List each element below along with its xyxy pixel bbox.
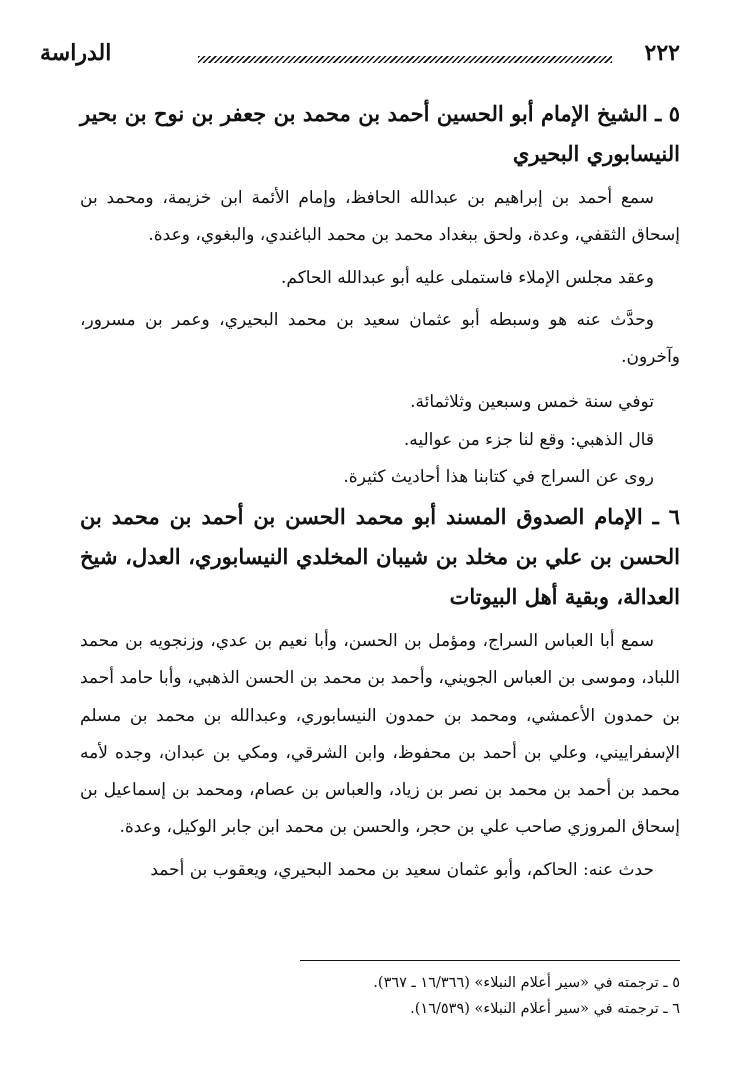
- page-number: ٢٢٢: [644, 40, 680, 66]
- entry-5-title: ٥ ـ الشيخ الإمام أبو الحسين أحمد بن محمد بن جعفر بن نوح بن بحير النيسابوري البحيري: [80, 101, 680, 166]
- entry-5-paragraph: وحدَّث عنه هو وسبطه أبو عثمان سعيد بن محمد البحيري، وعمر بن مسرور، وآخرون.: [80, 309, 680, 368]
- entry-5-book-note: روى عن السراج في كتابنا هذا أحاديث كثيرة.: [343, 467, 654, 488]
- footnote-divider: [300, 960, 680, 961]
- entry-5-paragraph: سمع أحمد بن إبراهيم بن عبدالله الحافظ، وإمام الأئمة ابن خزيمة، ومحمد بن إسحاق الثقفي، وعدة، ولحق ببغداد محمد بن محمد الباغندي، والبغوي، وعدة.: [80, 188, 680, 246]
- entry-5-dhahabi-note: قال الذهبي: وقع لنا جزء من عواليه.: [403, 429, 654, 450]
- entry-5-death-note: توفي سنة خمس وسبعين وثلاثمائة.: [410, 392, 654, 413]
- footnote-6: ٦ ـ ترجمته في «سير أعلام النبلاء» (١٦/٥٣٩).: [410, 1001, 680, 1017]
- running-title: الدراسة: [40, 40, 112, 66]
- entry-6-title: ٦ ـ الإمام الصدوق المسند أبو محمد الحسن بن أحمد بن محمد بن الحسن بن علي بن مخلد بن شيبان المخلدي النيسابوري، العدل، شيخ العدالة، وبقية أهل البيوتات: [80, 503, 680, 609]
- entry-5-paragraph: وعقد مجلس الإملاء فاستملى عليه أبو عبدالله الحاكم.: [280, 267, 654, 288]
- entry-6-paragraph: سمع أبا العباس السراج، ومؤمل بن الحسن، وأبا نعيم بن عدي، وزنجويه بن محمد اللباد، وموسى بن العباس الجويني، وأحمد بن محمد بن الحسن الذهبي، وأبا حامد أحمد بن حمدون الأعمشي، ومحمد بن حمدون النيسابوري، وعبدالله بن محمد بن مسلم الإسفراييني، وعلي بن أحمد بن محفوظ، وابن الشرقي، ومكي بن عبدان، وجده لأمه محمد بن أحمد بن محمد بن نصر بن زياد، والعباس بن عصام، ومحمد بن إسماعيل بن إسحاق المروزي صاحب علي بن حجر، والحسن بن محمد ابن جابر الوكيل، وعدة.: [80, 630, 680, 838]
- entry-6-paragraph: حدث عنه: الحاكم، وأبو عثمان سعيد بن محمد البحيري، ويعقوب بن أحمد: [150, 859, 654, 880]
- footnotes: [80, 970, 680, 1022]
- page-header: [40, 40, 680, 70]
- footnote-5: ٥ ـ ترجمته في «سير أعلام النبلاء» (١٦/٣٦٦ ـ ٣٦٧).: [373, 975, 680, 991]
- page-body: [80, 94, 680, 894]
- header-hatched-rule: [198, 56, 612, 63]
